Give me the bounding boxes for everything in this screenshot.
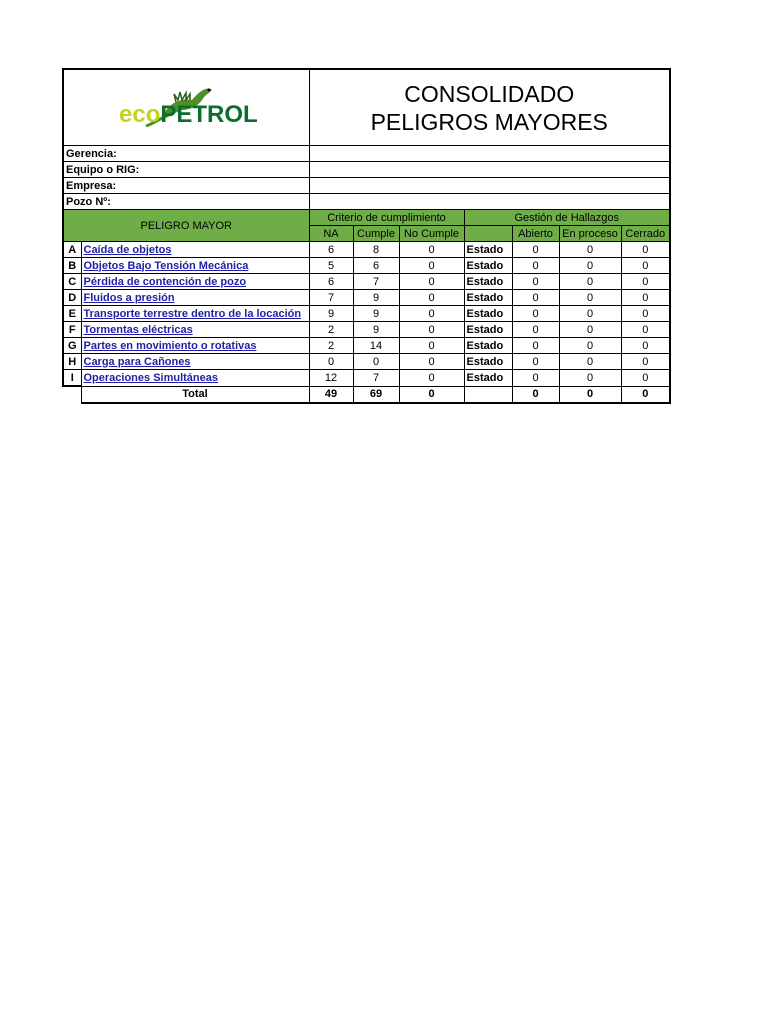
hazard-row	[63, 258, 670, 274]
empresa-value[interactable]	[309, 178, 670, 194]
row-letter: I	[63, 370, 81, 387]
abierto-value: 0	[512, 370, 559, 387]
na-value: 6	[309, 242, 353, 258]
en-proceso-value: 0	[559, 370, 621, 387]
hazard-row	[63, 354, 670, 370]
equipo-label: Equipo o RIG:	[63, 162, 309, 178]
total-no-cumple: 0	[399, 386, 464, 403]
cumple-value: 7	[353, 370, 399, 387]
cerrado-value: 0	[621, 306, 670, 322]
logo-wordmark	[119, 101, 258, 128]
cumple-value: 9	[353, 322, 399, 338]
empresa-label: Empresa:	[63, 178, 309, 194]
cerrado-value: 0	[621, 322, 670, 338]
hazard-row	[63, 306, 670, 322]
equipo-value[interactable]	[309, 162, 670, 178]
abierto-value: 0	[512, 274, 559, 290]
cerrado-value: 0	[621, 258, 670, 274]
abierto-value: 0	[512, 290, 559, 306]
hazard-row	[63, 322, 670, 338]
abierto-header: Abierto	[512, 226, 559, 242]
hazard-link[interactable]: Partes en movimiento o rotativas	[81, 338, 309, 354]
hazard-row	[63, 338, 670, 354]
info-row-gerencia	[63, 146, 670, 162]
cerrado-value: 0	[621, 370, 670, 387]
logo-cell	[63, 69, 309, 146]
logo-petrol-text: PETROL	[160, 101, 258, 128]
na-value: 7	[309, 290, 353, 306]
en-proceso-value: 0	[559, 322, 621, 338]
estado-header-blank	[464, 226, 512, 242]
row-letter: C	[63, 274, 81, 290]
hazard-link[interactable]: Caída de objetos	[81, 242, 309, 258]
total-row	[63, 386, 670, 403]
cerrado-value: 0	[621, 354, 670, 370]
en-proceso-value: 0	[559, 338, 621, 354]
row-letter: A	[63, 242, 81, 258]
total-abierto: 0	[512, 386, 559, 403]
title-line-2: PELIGROS MAYORES	[370, 108, 608, 135]
na-value: 6	[309, 274, 353, 290]
na-value: 9	[309, 306, 353, 322]
peligro-mayor-header: PELIGRO MAYOR	[63, 210, 309, 242]
estado-label: Estado	[464, 274, 512, 290]
row-letter: B	[63, 258, 81, 274]
no-cumple-value: 0	[399, 290, 464, 306]
abierto-value: 0	[512, 338, 559, 354]
no-cumple-value: 0	[399, 274, 464, 290]
row-letter: D	[63, 290, 81, 306]
total-cumple: 69	[353, 386, 399, 403]
no-cumple-value: 0	[399, 338, 464, 354]
cerrado-value: 0	[621, 338, 670, 354]
abierto-value: 0	[512, 242, 559, 258]
en-proceso-value: 0	[559, 274, 621, 290]
pozo-label: Pozo Nº:	[63, 194, 309, 210]
estado-label: Estado	[464, 290, 512, 306]
cumple-value: 0	[353, 354, 399, 370]
gestion-header: Gestión de Hallazgos	[464, 210, 670, 226]
column-group-row	[63, 210, 670, 226]
row-letter: F	[63, 322, 81, 338]
abierto-value: 0	[512, 306, 559, 322]
hazard-link[interactable]: Tormentas eléctricas	[81, 322, 309, 338]
no-cumple-value: 0	[399, 258, 464, 274]
no-cumple-value: 0	[399, 322, 464, 338]
row-letter: H	[63, 354, 81, 370]
na-value: 2	[309, 322, 353, 338]
cerrado-header: Cerrado	[621, 226, 670, 242]
en-proceso-value: 0	[559, 306, 621, 322]
total-estado-blank	[464, 386, 512, 403]
total-spacer	[63, 386, 81, 403]
hazard-link[interactable]: Operaciones Simultáneas	[81, 370, 309, 387]
cumple-value: 7	[353, 274, 399, 290]
hazard-link[interactable]: Carga para Cañones	[81, 354, 309, 370]
peligros-table	[62, 68, 671, 404]
no-cumple-value: 0	[399, 306, 464, 322]
cumple-value: 9	[353, 290, 399, 306]
cerrado-value: 0	[621, 242, 670, 258]
consolidado-sheet	[62, 68, 669, 404]
en-proceso-value: 0	[559, 242, 621, 258]
logo-eco-text: eco	[119, 101, 161, 128]
no-cumple-value: 0	[399, 354, 464, 370]
row-letter: G	[63, 338, 81, 354]
info-row-pozo	[63, 194, 670, 210]
en-proceso-header: En proceso	[559, 226, 621, 242]
estado-label: Estado	[464, 306, 512, 322]
total-label: Total	[81, 386, 309, 403]
abierto-value: 0	[512, 322, 559, 338]
estado-label: Estado	[464, 258, 512, 274]
title-line-1: CONSOLIDADO	[404, 80, 575, 107]
info-row-equipo	[63, 162, 670, 178]
cerrado-value: 0	[621, 290, 670, 306]
gerencia-value[interactable]	[309, 146, 670, 162]
gerencia-label: Gerencia:	[63, 146, 309, 162]
cumple-value: 6	[353, 258, 399, 274]
total-cerrado: 0	[621, 386, 670, 403]
na-value: 2	[309, 338, 353, 354]
page-title	[309, 69, 670, 146]
criterio-header: Criterio de cumplimiento	[309, 210, 464, 226]
estado-label: Estado	[464, 354, 512, 370]
abierto-value: 0	[512, 258, 559, 274]
pozo-value[interactable]	[309, 194, 670, 210]
total-na: 49	[309, 386, 353, 403]
en-proceso-value: 0	[559, 354, 621, 370]
total-en-proceso: 0	[559, 386, 621, 403]
estado-label: Estado	[464, 338, 512, 354]
ecopetrol-logo	[116, 84, 258, 140]
header-row	[63, 69, 670, 146]
na-value: 12	[309, 370, 353, 387]
na-value: 5	[309, 258, 353, 274]
hazard-link[interactable]: Fluidos a presión	[81, 290, 309, 306]
no-cumple-value: 0	[399, 370, 464, 387]
hazard-link[interactable]: Pérdida de contención de pozo	[81, 274, 309, 290]
cumple-header: Cumple	[353, 226, 399, 242]
info-row-empresa	[63, 178, 670, 194]
en-proceso-value: 0	[559, 258, 621, 274]
hazard-link[interactable]: Objetos Bajo Tensión Mecánica	[81, 258, 309, 274]
cerrado-value: 0	[621, 274, 670, 290]
hazard-link[interactable]: Transporte terrestre dentro de la locación	[81, 306, 309, 322]
na-header: NA	[309, 226, 353, 242]
hazard-row	[63, 274, 670, 290]
cumple-value: 14	[353, 338, 399, 354]
hazard-row	[63, 242, 670, 258]
hazard-row	[63, 290, 670, 306]
abierto-value: 0	[512, 354, 559, 370]
na-value: 0	[309, 354, 353, 370]
row-letter: E	[63, 306, 81, 322]
no-cumple-value: 0	[399, 242, 464, 258]
hazard-rows	[63, 242, 670, 387]
en-proceso-value: 0	[559, 290, 621, 306]
cumple-value: 8	[353, 242, 399, 258]
estado-label: Estado	[464, 242, 512, 258]
estado-label: Estado	[464, 322, 512, 338]
no-cumple-header: No Cumple	[399, 226, 464, 242]
estado-label: Estado	[464, 370, 512, 387]
hazard-row	[63, 370, 670, 387]
cumple-value: 9	[353, 306, 399, 322]
